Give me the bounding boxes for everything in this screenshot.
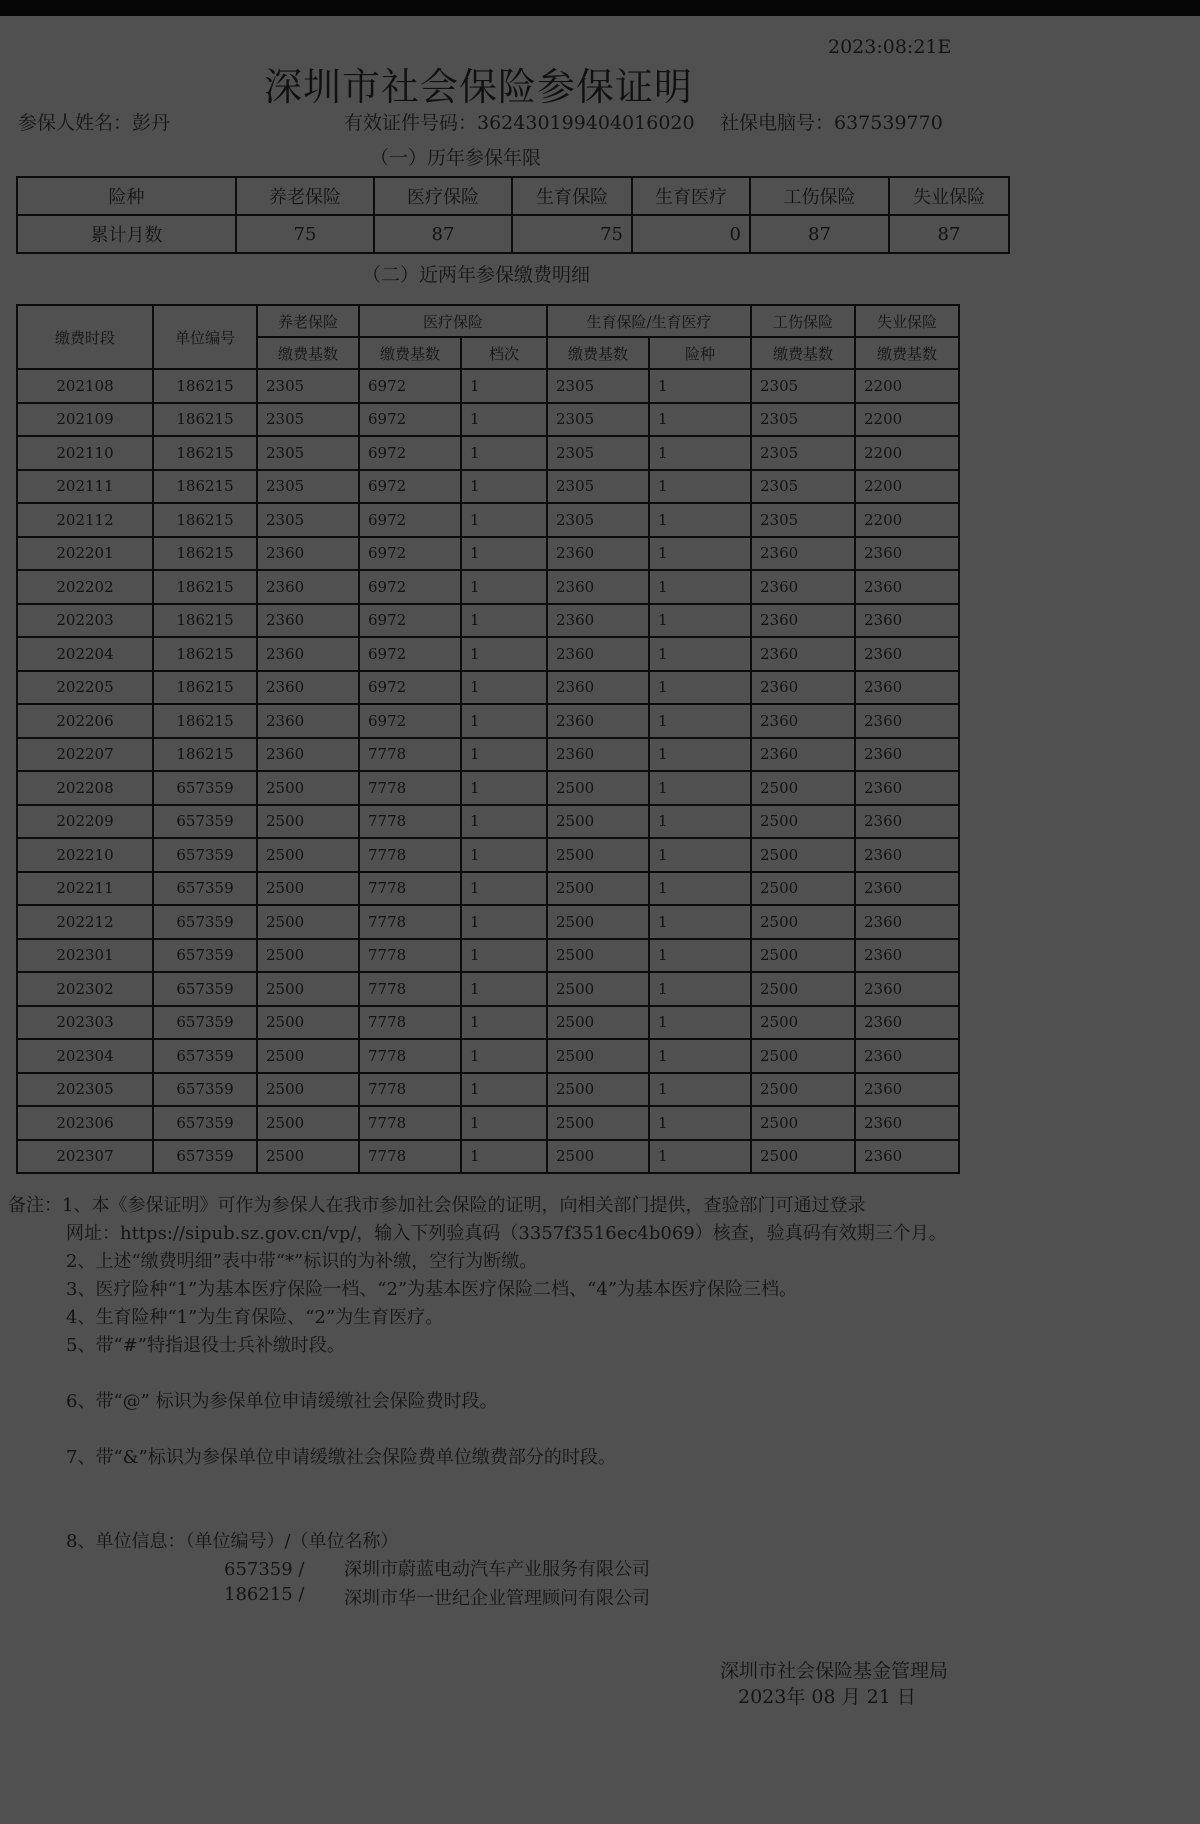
period-cell: 202201 [17,537,153,571]
detail-body [17,369,959,1173]
subheader-kind: 险种 [649,337,751,369]
unemployment-base-cell: 2360 [855,604,959,638]
subheader-base: 缴费基数 [855,337,959,369]
unit-code-cell: 186215 [153,738,257,772]
table-row [17,671,959,705]
unemployment-base-cell: 2200 [855,470,959,504]
holder-id: 有效证件号码：362430199404016020 [344,112,695,134]
medical-grade-cell: 1 [461,1006,547,1040]
table-row [17,771,959,805]
date-stamp: 2023:08:21E [828,36,952,58]
pension-base-cell: 2305 [257,403,359,437]
medical-grade-cell: 1 [461,503,547,537]
injury-base-cell: 2360 [751,637,855,671]
header-injury: 工伤保险 [751,305,855,337]
injury-base-cell: 2500 [751,905,855,939]
unit-code-cell: 186215 [153,604,257,638]
maternity-kind-cell: 1 [649,972,751,1006]
medical-grade-cell: 1 [461,905,547,939]
section-title-years: （一）历年参保年限 [370,147,542,169]
subheader-base: 缴费基数 [547,337,649,369]
unemployment-base-cell: 2360 [855,738,959,772]
subheader-base: 缴费基数 [359,337,461,369]
period-cell: 202111 [17,470,153,504]
injury-base-cell: 2305 [751,369,855,403]
medical-base-cell: 7778 [359,905,461,939]
pension-base-cell: 2500 [257,939,359,973]
maternity-base-cell: 2305 [547,436,649,470]
unit-code-cell: 186215 [153,470,257,504]
medical-base-cell: 6972 [359,403,461,437]
table-row [17,570,959,604]
holder-pc-number: 社保电脑号：637539770 [720,112,943,134]
maternity-kind-cell: 1 [649,939,751,973]
note-1b: 网址：https://sipub.sz.gov.cn/vp/，输入下列验真码（3357f3516ec4b069）核查，验真码有效期三个月。 [66,1223,947,1244]
injury-base-cell: 2500 [751,805,855,839]
note-6: 6、带“@” 标识为参保单位申请缓缴社会保险费时段。 [66,1391,498,1412]
maternity-base-cell: 2305 [547,470,649,504]
unit-code-cell: 186215 [153,671,257,705]
medical-grade-cell: 1 [461,470,547,504]
maternity-base-cell: 2500 [547,805,649,839]
unemployment-base-cell: 2200 [855,503,959,537]
injury-base-cell: 2360 [751,570,855,604]
summary-value-row [17,215,1009,253]
period-cell: 202207 [17,738,153,772]
injury-base-cell: 2500 [751,1039,855,1073]
table-row [17,537,959,571]
maternity-base-cell: 2360 [547,671,649,705]
medical-grade-cell: 1 [461,436,547,470]
unemployment-base-cell: 2360 [855,805,959,839]
period-cell: 202108 [17,369,153,403]
pension-base-cell: 2360 [257,604,359,638]
injury-base-cell: 2500 [751,1073,855,1107]
maternity-base-cell: 2500 [547,1140,649,1174]
maternity-base-cell: 2500 [547,872,649,906]
note-8: 8、单位信息：（单位编号）/（单位名称） [66,1531,399,1552]
pension-base-cell: 2360 [257,570,359,604]
medical-base-cell: 6972 [359,570,461,604]
summary-header-cell: 失业保险 [889,177,1009,215]
unit-code-cell: 657359 [153,905,257,939]
unit-code-cell: 657359 [153,1073,257,1107]
medical-grade-cell: 1 [461,771,547,805]
table-row [17,1140,959,1174]
unit-code-cell: 657359 [153,872,257,906]
injury-base-cell: 2360 [751,738,855,772]
medical-grade-cell: 1 [461,671,547,705]
medical-base-cell: 7778 [359,972,461,1006]
injury-base-cell: 2500 [751,1140,855,1174]
period-cell: 202204 [17,637,153,671]
medical-grade-cell: 1 [461,537,547,571]
header-unemployment: 失业保险 [855,305,959,337]
summary-header-cell: 工伤保险 [750,177,889,215]
summary-row-label: 累计月数 [17,215,236,253]
period-cell: 202205 [17,671,153,705]
note-1a: 备注：1、本《参保证明》可作为参保人在我市参加社会保险的证明，向相关部门提供，查验部门可通过登录 [8,1195,866,1216]
unit-code-cell: 657359 [153,1106,257,1140]
maternity-kind-cell: 1 [649,570,751,604]
injury-base-cell: 2500 [751,838,855,872]
unemployment-base-cell: 2360 [855,704,959,738]
unemployment-base-cell: 2360 [855,771,959,805]
period-cell: 202303 [17,1006,153,1040]
notes-section [8,1192,1008,1592]
summary-value-cell: 87 [750,215,889,253]
pension-base-cell: 2500 [257,1073,359,1107]
unemployment-base-cell: 2360 [855,838,959,872]
medical-grade-cell: 1 [461,637,547,671]
pension-base-cell: 2500 [257,1006,359,1040]
injury-base-cell: 2500 [751,1006,855,1040]
maternity-base-cell: 2360 [547,704,649,738]
table-row [17,738,959,772]
medical-base-cell: 6972 [359,537,461,571]
maternity-base-cell: 2500 [547,972,649,1006]
unemployment-base-cell: 2360 [855,1106,959,1140]
injury-base-cell: 2500 [751,771,855,805]
unemployment-base-cell: 2200 [855,436,959,470]
period-cell: 202109 [17,403,153,437]
issue-date: 2023年 08 月 21 日 [738,1686,916,1708]
unit-name: 深圳市华一世纪企业管理顾问有限公司 [344,1588,650,1609]
summary-value-cell: 0 [632,215,750,253]
summary-header-cell: 生育保险 [512,177,632,215]
maternity-base-cell: 2500 [547,771,649,805]
header-maternity: 生育保险/生育医疗 [547,305,751,337]
medical-base-cell: 7778 [359,805,461,839]
unemployment-base-cell: 2200 [855,403,959,437]
injury-base-cell: 2305 [751,503,855,537]
maternity-kind-cell: 1 [649,1106,751,1140]
pension-base-cell: 2500 [257,838,359,872]
maternity-base-cell: 2500 [547,1039,649,1073]
maternity-base-cell: 2360 [547,537,649,571]
period-cell: 202307 [17,1140,153,1174]
pension-base-cell: 2500 [257,805,359,839]
medical-grade-cell: 1 [461,805,547,839]
injury-base-cell: 2360 [751,671,855,705]
holder-name: 参保人姓名：彭丹 [18,112,171,134]
table-row [17,1073,959,1107]
subheader-base: 缴费基数 [751,337,855,369]
period-cell: 202304 [17,1039,153,1073]
maternity-kind-cell: 1 [649,637,751,671]
pension-base-cell: 2305 [257,369,359,403]
maternity-kind-cell: 1 [649,604,751,638]
maternity-kind-cell: 1 [649,1006,751,1040]
period-cell: 202209 [17,805,153,839]
detail-table [16,304,960,1174]
period-cell: 202305 [17,1073,153,1107]
pension-base-cell: 2305 [257,503,359,537]
pension-base-cell: 2500 [257,972,359,1006]
medical-base-cell: 7778 [359,1006,461,1040]
table-row [17,1106,959,1140]
injury-base-cell: 2305 [751,436,855,470]
unemployment-base-cell: 2360 [855,1140,959,1174]
maternity-base-cell: 2500 [547,1106,649,1140]
injury-base-cell: 2500 [751,872,855,906]
medical-grade-cell: 1 [461,570,547,604]
medical-grade-cell: 1 [461,369,547,403]
medical-grade-cell: 1 [461,738,547,772]
pension-base-cell: 2500 [257,771,359,805]
maternity-kind-cell: 1 [649,503,751,537]
medical-grade-cell: 1 [461,1106,547,1140]
unit-code: 186215 / [224,1584,305,1605]
table-row [17,604,959,638]
table-row [17,905,959,939]
section-title-detail: （二）近两年参保缴费明细 [362,264,591,286]
injury-base-cell: 2360 [751,537,855,571]
note-2: 2、上述“缴费明细”表中带“*”标识的为补缴，空行为断缴。 [66,1251,538,1272]
table-row [17,1039,959,1073]
note-5: 5、带“#”特指退役士兵补缴时段。 [66,1335,345,1356]
injury-base-cell: 2360 [751,704,855,738]
medical-base-cell: 6972 [359,503,461,537]
period-cell: 202206 [17,704,153,738]
medical-grade-cell: 1 [461,939,547,973]
subheader-grade: 档次 [461,337,547,369]
unit-code-cell: 657359 [153,1006,257,1040]
maternity-base-cell: 2305 [547,369,649,403]
unit-code-cell: 657359 [153,771,257,805]
maternity-base-cell: 2305 [547,403,649,437]
table-row [17,470,959,504]
top-bar [0,0,1200,16]
unemployment-base-cell: 2360 [855,1006,959,1040]
period-cell: 202210 [17,838,153,872]
unit-code-cell: 186215 [153,704,257,738]
table-row [17,1006,959,1040]
maternity-base-cell: 2360 [547,738,649,772]
table-row [17,805,959,839]
unit-code-cell: 186215 [153,503,257,537]
summary-value-cell: 75 [512,215,632,253]
header-medical: 医疗保险 [359,305,547,337]
unit-code-cell: 657359 [153,838,257,872]
summary-header-cell: 医疗保险 [374,177,512,215]
summary-table [16,176,1010,254]
table-row [17,972,959,1006]
detail-header-row [17,305,959,337]
period-cell: 202202 [17,570,153,604]
medical-base-cell: 6972 [359,637,461,671]
medical-base-cell: 7778 [359,872,461,906]
unemployment-base-cell: 2360 [855,905,959,939]
table-row [17,403,959,437]
unemployment-base-cell: 2360 [855,1039,959,1073]
maternity-base-cell: 2500 [547,939,649,973]
maternity-kind-cell: 1 [649,805,751,839]
medical-grade-cell: 1 [461,838,547,872]
maternity-kind-cell: 1 [649,838,751,872]
unit-code-cell: 186215 [153,436,257,470]
maternity-base-cell: 2500 [547,838,649,872]
unemployment-base-cell: 2360 [855,939,959,973]
maternity-base-cell: 2360 [547,637,649,671]
pension-base-cell: 2500 [257,872,359,906]
maternity-kind-cell: 1 [649,470,751,504]
maternity-kind-cell: 1 [649,671,751,705]
maternity-kind-cell: 1 [649,905,751,939]
pension-base-cell: 2305 [257,470,359,504]
unit-code-cell: 186215 [153,537,257,571]
unemployment-base-cell: 2360 [855,972,959,1006]
unemployment-base-cell: 2360 [855,872,959,906]
maternity-kind-cell: 1 [649,1039,751,1073]
unemployment-base-cell: 2360 [855,537,959,571]
medical-base-cell: 7778 [359,738,461,772]
period-cell: 202110 [17,436,153,470]
summary-value-cell: 75 [236,215,374,253]
period-cell: 202302 [17,972,153,1006]
unemployment-base-cell: 2360 [855,671,959,705]
unit-code-cell: 657359 [153,972,257,1006]
maternity-kind-cell: 1 [649,1073,751,1107]
table-row [17,872,959,906]
pension-base-cell: 2500 [257,1106,359,1140]
medical-grade-cell: 1 [461,1140,547,1174]
medical-grade-cell: 1 [461,972,547,1006]
injury-base-cell: 2360 [751,604,855,638]
header-pension: 养老保险 [257,305,359,337]
medical-base-cell: 6972 [359,604,461,638]
maternity-kind-cell: 1 [649,1140,751,1174]
subheader-base: 缴费基数 [257,337,359,369]
maternity-kind-cell: 1 [649,771,751,805]
unemployment-base-cell: 2360 [855,1073,959,1107]
period-cell: 202203 [17,604,153,638]
pension-base-cell: 2360 [257,738,359,772]
medical-grade-cell: 1 [461,403,547,437]
period-cell: 202306 [17,1106,153,1140]
pension-base-cell: 2500 [257,905,359,939]
medical-base-cell: 7778 [359,1140,461,1174]
document-page [0,16,1200,1824]
header-unit: 单位编号 [153,305,257,369]
maternity-kind-cell: 1 [649,436,751,470]
medical-base-cell: 6972 [359,436,461,470]
medical-base-cell: 6972 [359,671,461,705]
unit-code-cell: 657359 [153,939,257,973]
summary-value-cell: 87 [889,215,1009,253]
period-cell: 202208 [17,771,153,805]
injury-base-cell: 2500 [751,1106,855,1140]
pension-base-cell: 2500 [257,1140,359,1174]
maternity-base-cell: 2500 [547,1006,649,1040]
injury-base-cell: 2500 [751,939,855,973]
medical-base-cell: 6972 [359,470,461,504]
unemployment-base-cell: 2360 [855,570,959,604]
unit-code: 657359 / [224,1559,305,1580]
maternity-base-cell: 2305 [547,503,649,537]
unit-code-cell: 186215 [153,570,257,604]
medical-base-cell: 7778 [359,838,461,872]
medical-base-cell: 6972 [359,369,461,403]
medical-grade-cell: 1 [461,604,547,638]
unit-code-cell: 186215 [153,369,257,403]
table-row [17,704,959,738]
pension-base-cell: 2360 [257,537,359,571]
maternity-kind-cell: 1 [649,704,751,738]
medical-grade-cell: 1 [461,1073,547,1107]
injury-base-cell: 2305 [751,403,855,437]
period-cell: 202212 [17,905,153,939]
medical-grade-cell: 1 [461,704,547,738]
unit-code-cell: 186215 [153,637,257,671]
summary-header-cell: 养老保险 [236,177,374,215]
summary-value-cell: 87 [374,215,512,253]
table-row [17,369,959,403]
table-row [17,939,959,973]
unit-code-cell: 657359 [153,805,257,839]
page-title: 深圳市社会保险参保证明 [264,65,694,109]
injury-base-cell: 2305 [751,470,855,504]
unemployment-base-cell: 2200 [855,369,959,403]
medical-base-cell: 7778 [359,1106,461,1140]
unit-name: 深圳市蔚蓝电动汽车产业服务有限公司 [344,1559,650,1580]
period-cell: 202112 [17,503,153,537]
medical-base-cell: 6972 [359,704,461,738]
maternity-kind-cell: 1 [649,403,751,437]
issuing-authority: 深圳市社会保险基金管理局 [720,1660,949,1682]
header-period: 缴费时段 [17,305,153,369]
note-7: 7、带“&”标识为参保单位申请缓缴社会保险费单位缴费部分的时段。 [66,1447,616,1468]
maternity-base-cell: 2360 [547,570,649,604]
summary-header-row [17,177,1009,215]
unit-code-cell: 186215 [153,403,257,437]
medical-grade-cell: 1 [461,1039,547,1073]
maternity-kind-cell: 1 [649,738,751,772]
summary-header-cell: 生育医疗 [632,177,750,215]
pension-base-cell: 2360 [257,704,359,738]
table-row [17,637,959,671]
maternity-kind-cell: 1 [649,537,751,571]
maternity-base-cell: 2500 [547,1073,649,1107]
medical-base-cell: 7778 [359,771,461,805]
pension-base-cell: 2305 [257,436,359,470]
maternity-base-cell: 2360 [547,604,649,638]
period-cell: 202301 [17,939,153,973]
medical-base-cell: 7778 [359,1073,461,1107]
unit-code-cell: 657359 [153,1140,257,1174]
maternity-base-cell: 2500 [547,905,649,939]
maternity-kind-cell: 1 [649,872,751,906]
pension-base-cell: 2360 [257,637,359,671]
unemployment-base-cell: 2360 [855,637,959,671]
summary-header-cell: 险种 [17,177,236,215]
injury-base-cell: 2500 [751,972,855,1006]
medical-base-cell: 7778 [359,1039,461,1073]
pension-base-cell: 2360 [257,671,359,705]
medical-base-cell: 7778 [359,939,461,973]
table-row [17,503,959,537]
unit-code-cell: 657359 [153,1039,257,1073]
table-row [17,838,959,872]
period-cell: 202211 [17,872,153,906]
table-row [17,436,959,470]
medical-grade-cell: 1 [461,872,547,906]
note-4: 4、生育险种“1”为生育保险、“2”为生育医疗。 [66,1307,444,1328]
pension-base-cell: 2500 [257,1039,359,1073]
maternity-kind-cell: 1 [649,369,751,403]
note-3: 3、医疗险种“1”为基本医疗保险一档、“2”为基本医疗保险二档、“4”为基本医疗保险三档。 [66,1279,798,1300]
